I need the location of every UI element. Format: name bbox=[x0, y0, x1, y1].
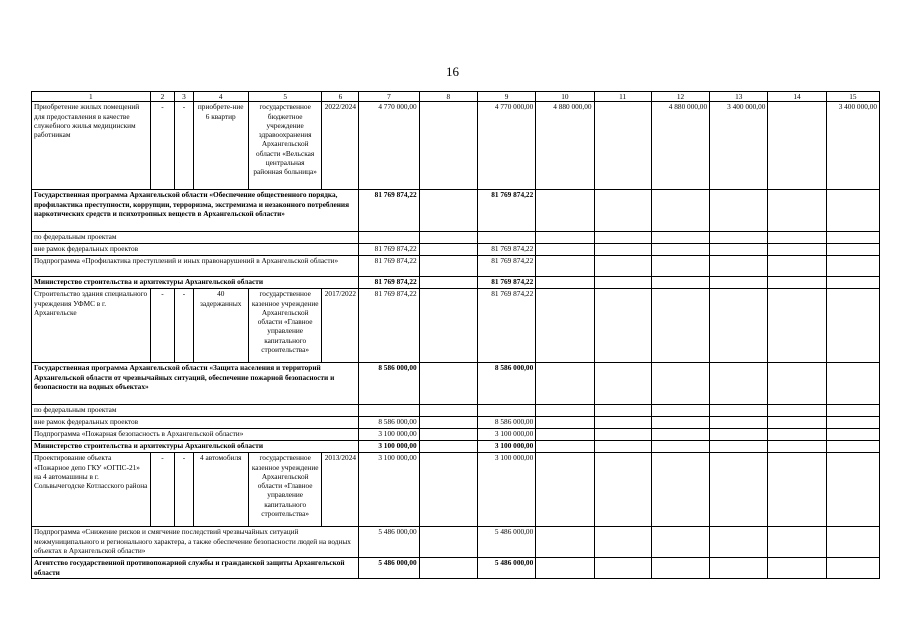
table-cell bbox=[594, 190, 651, 232]
table-cell: 3 400 000,00 bbox=[710, 102, 768, 190]
table-cell: 3 400 000,00 bbox=[826, 102, 879, 190]
table-cell: 8 586 000,00 bbox=[477, 363, 535, 405]
column-number-cell: 8 bbox=[419, 92, 477, 102]
table-cell: 3 100 000,00 bbox=[477, 453, 535, 527]
column-number-cell: 9 bbox=[477, 92, 535, 102]
project-row bbox=[32, 102, 880, 190]
table-cell bbox=[710, 363, 768, 405]
table-cell: - bbox=[150, 289, 175, 363]
table-cell: - bbox=[150, 453, 175, 527]
table-cell bbox=[419, 429, 477, 441]
table-row bbox=[32, 244, 880, 256]
table-row bbox=[32, 277, 880, 289]
row-label-cell: Агентство государственной противопожарной службы и гражданской защиты Архангельской области bbox=[32, 558, 359, 579]
table-cell bbox=[594, 256, 651, 277]
table-cell bbox=[826, 527, 879, 558]
table-cell: приобрете-ние 6 квартир bbox=[193, 102, 248, 190]
table-cell bbox=[536, 417, 594, 429]
project-row bbox=[32, 289, 880, 363]
table-cell bbox=[536, 289, 594, 363]
row-label-cell: Государственная программа Архангельской области «Защита населения и территорий Архангельской области от чрезвычайных ситуаций, обеспечение пожарной безопасности и безопасности на водных объектах» bbox=[32, 363, 359, 405]
table-cell bbox=[536, 453, 594, 527]
table-cell: 4 880 000,00 bbox=[536, 102, 594, 190]
table-cell bbox=[419, 256, 477, 277]
table-cell bbox=[594, 289, 651, 363]
table-row bbox=[32, 417, 880, 429]
table-cell bbox=[710, 453, 768, 527]
column-number-cell: 7 bbox=[359, 92, 419, 102]
table-cell bbox=[594, 429, 651, 441]
table-cell bbox=[651, 417, 709, 429]
table-cell bbox=[826, 277, 879, 289]
column-number-cell: 12 bbox=[651, 92, 709, 102]
table-cell bbox=[536, 190, 594, 232]
table-cell bbox=[419, 453, 477, 527]
table-cell bbox=[768, 558, 826, 579]
table-cell bbox=[651, 527, 709, 558]
column-number-cell: 11 bbox=[594, 92, 651, 102]
table-cell bbox=[536, 558, 594, 579]
table-cell bbox=[768, 453, 826, 527]
table-cell bbox=[710, 277, 768, 289]
table-cell bbox=[536, 363, 594, 405]
table-cell bbox=[594, 527, 651, 558]
table-cell: 2017/2022 bbox=[322, 289, 359, 363]
table-cell bbox=[594, 453, 651, 527]
table-cell: государственное казенное учреждение Архангельской области «Главное управление капитального строительства» bbox=[248, 289, 322, 363]
table-cell: 4 880 000,00 bbox=[651, 102, 709, 190]
column-number-cell: 5 bbox=[248, 92, 322, 102]
row-label-cell: по федеральным проектам bbox=[32, 232, 359, 244]
table-cell bbox=[477, 232, 535, 244]
row-label-cell: Подпрограмма «Пожарная безопасность в Архангельской области» bbox=[32, 429, 359, 441]
table-cell: государственное казенное учреждение Архангельской области «Главное управление капитального строительства» bbox=[248, 453, 322, 527]
table-cell bbox=[826, 256, 879, 277]
table-cell: 81 769 874,22 bbox=[477, 256, 535, 277]
table-cell bbox=[826, 441, 879, 453]
table-cell: 5 486 000,00 bbox=[359, 527, 419, 558]
table-cell bbox=[826, 417, 879, 429]
table-cell bbox=[651, 190, 709, 232]
table-cell bbox=[651, 363, 709, 405]
table-cell: 81 769 874,22 bbox=[477, 190, 535, 232]
table-cell: 81 769 874,22 bbox=[359, 256, 419, 277]
table-cell bbox=[710, 289, 768, 363]
table-cell bbox=[419, 441, 477, 453]
table-cell: 3 100 000,00 bbox=[477, 429, 535, 441]
table-cell bbox=[768, 256, 826, 277]
table-cell bbox=[826, 244, 879, 256]
table-cell: 40 задержанных bbox=[193, 289, 248, 363]
table-cell bbox=[710, 244, 768, 256]
column-number-cell: 14 bbox=[768, 92, 826, 102]
table-cell: 81 769 874,22 bbox=[359, 277, 419, 289]
table-cell bbox=[651, 558, 709, 579]
column-number-cell: 2 bbox=[150, 92, 175, 102]
table-cell bbox=[594, 232, 651, 244]
table-cell: 8 586 000,00 bbox=[359, 417, 419, 429]
table-cell bbox=[710, 417, 768, 429]
table-cell: 4 770 000,00 bbox=[359, 102, 419, 190]
column-number-cell: 4 bbox=[193, 92, 248, 102]
table-cell bbox=[710, 256, 768, 277]
table-cell bbox=[419, 190, 477, 232]
table-cell bbox=[419, 417, 477, 429]
table-cell bbox=[419, 363, 477, 405]
row-label-cell: Приобретение жилых помещений для предоставления в качестве служебного жилья медицинским работникам bbox=[32, 102, 151, 190]
table-cell bbox=[594, 244, 651, 256]
table-cell bbox=[826, 232, 879, 244]
table-body bbox=[32, 92, 880, 579]
table-cell bbox=[651, 289, 709, 363]
table-cell bbox=[419, 244, 477, 256]
row-label-cell: Подпрограмма «Снижение рисков и смягчение последствий чрезвычайных ситуаций межмуниципального и регионального характера, а также обеспечение безопасности людей на водных объектах в Архангельской области» bbox=[32, 527, 359, 558]
table-row bbox=[32, 527, 880, 558]
table-cell bbox=[651, 405, 709, 417]
row-label-cell: Министерство строительства и архитектуры Архангельской области bbox=[32, 441, 359, 453]
table-cell bbox=[651, 429, 709, 441]
table-cell: 2013/2024 bbox=[322, 453, 359, 527]
table-cell bbox=[536, 429, 594, 441]
table-cell bbox=[768, 429, 826, 441]
table-cell bbox=[710, 527, 768, 558]
column-number-row bbox=[32, 92, 880, 102]
table-cell bbox=[826, 453, 879, 527]
row-label-cell: вне рамок федеральных проектов bbox=[32, 417, 359, 429]
table-cell: 4 770 000,00 bbox=[477, 102, 535, 190]
table-cell bbox=[710, 558, 768, 579]
table-cell bbox=[768, 405, 826, 417]
table-cell: 8 586 000,00 bbox=[359, 363, 419, 405]
table-cell: 2022/2024 bbox=[322, 102, 359, 190]
table-cell bbox=[651, 244, 709, 256]
table-cell bbox=[594, 405, 651, 417]
table-cell bbox=[768, 102, 826, 190]
table-cell bbox=[768, 244, 826, 256]
table-cell bbox=[536, 244, 594, 256]
table-cell bbox=[768, 289, 826, 363]
table-cell bbox=[594, 277, 651, 289]
table-cell bbox=[651, 441, 709, 453]
table-row bbox=[32, 558, 880, 579]
row-label-cell: по федеральным проектам bbox=[32, 405, 359, 417]
table-cell bbox=[826, 558, 879, 579]
table-cell bbox=[419, 405, 477, 417]
table-cell bbox=[651, 277, 709, 289]
table-cell bbox=[768, 527, 826, 558]
table-cell: - bbox=[175, 289, 193, 363]
table-cell bbox=[594, 441, 651, 453]
table-cell: - bbox=[175, 102, 193, 190]
table-cell bbox=[419, 289, 477, 363]
row-label-cell: Министерство строительства и архитектуры Архангельской области bbox=[32, 277, 359, 289]
table-cell bbox=[536, 256, 594, 277]
table-cell: 5 486 000,00 bbox=[477, 558, 535, 579]
table-cell bbox=[594, 102, 651, 190]
column-number-cell: 6 bbox=[322, 92, 359, 102]
table-cell: 81 769 874,22 bbox=[477, 277, 535, 289]
table-cell: 3 100 000,00 bbox=[477, 441, 535, 453]
column-number-cell: 10 bbox=[536, 92, 594, 102]
table-cell bbox=[826, 429, 879, 441]
table-cell: государственное бюджетное учреждение здравоохранения Архангельской области «Вельская центральная районная больница» bbox=[248, 102, 322, 190]
table-row bbox=[32, 232, 880, 244]
table-cell: 81 769 874,22 bbox=[477, 244, 535, 256]
table-cell bbox=[710, 441, 768, 453]
table-cell bbox=[536, 441, 594, 453]
table-cell bbox=[419, 558, 477, 579]
table-cell bbox=[826, 405, 879, 417]
table-cell bbox=[710, 190, 768, 232]
table-cell bbox=[651, 256, 709, 277]
table-cell bbox=[710, 232, 768, 244]
table-cell bbox=[710, 405, 768, 417]
table-cell bbox=[536, 232, 594, 244]
table-cell bbox=[536, 277, 594, 289]
table-cell: 81 769 874,22 bbox=[359, 190, 419, 232]
table-cell: - bbox=[150, 102, 175, 190]
table-cell bbox=[477, 405, 535, 417]
column-number-cell: 1 bbox=[32, 92, 151, 102]
row-label-cell: Проектирование объекта «Пожарное депо ГКУ «ОГПС-21» на 4 автомашины в г. Сольвычегодске Котласского района bbox=[32, 453, 151, 527]
row-label-cell: Строительство здания специального учреждения УФМС в г. Архангельске bbox=[32, 289, 151, 363]
table-cell bbox=[826, 289, 879, 363]
table-cell: 5 486 000,00 bbox=[359, 558, 419, 579]
table-cell bbox=[536, 527, 594, 558]
project-row bbox=[32, 453, 880, 527]
table-cell bbox=[710, 429, 768, 441]
column-number-cell: 13 bbox=[710, 92, 768, 102]
table-cell bbox=[536, 405, 594, 417]
row-label-cell: Государственная программа Архангельской области «Обеспечение общественного порядка, профилактика преступности, коррупции, терроризма, экстремизма и незаконного потребления наркотических средств и психотропных веществ в Архангельской области» bbox=[32, 190, 359, 232]
table-cell bbox=[651, 453, 709, 527]
row-label-cell: Подпрограмма «Профилактика преступлений и иных правонарушений в Архангельской области» bbox=[32, 256, 359, 277]
row-label-cell: вне рамок федеральных проектов bbox=[32, 244, 359, 256]
table-cell bbox=[359, 232, 419, 244]
table-cell bbox=[768, 277, 826, 289]
table-cell: 5 486 000,00 bbox=[477, 527, 535, 558]
table-cell bbox=[768, 190, 826, 232]
table-cell bbox=[419, 277, 477, 289]
table-cell: 81 769 874,22 bbox=[359, 289, 419, 363]
table-cell bbox=[826, 190, 879, 232]
table-cell bbox=[651, 232, 709, 244]
table-cell bbox=[768, 441, 826, 453]
table-cell: 4 автомобиля bbox=[193, 453, 248, 527]
table-row bbox=[32, 405, 880, 417]
table-cell: - bbox=[175, 453, 193, 527]
table-row bbox=[32, 441, 880, 453]
table-cell: 3 100 000,00 bbox=[359, 453, 419, 527]
table-cell: 81 769 874,22 bbox=[477, 289, 535, 363]
table-cell bbox=[768, 417, 826, 429]
budget-table bbox=[31, 91, 880, 579]
table-cell bbox=[419, 527, 477, 558]
table-cell bbox=[359, 405, 419, 417]
table-cell bbox=[768, 363, 826, 405]
table-cell bbox=[768, 232, 826, 244]
table-row bbox=[32, 256, 880, 277]
column-number-cell: 3 bbox=[175, 92, 193, 102]
table-cell bbox=[826, 363, 879, 405]
table-cell: 81 769 874,22 bbox=[359, 244, 419, 256]
column-number-cell: 15 bbox=[826, 92, 879, 102]
page-number: 16 bbox=[446, 64, 459, 79]
table-cell: 3 100 000,00 bbox=[359, 429, 419, 441]
program-row bbox=[32, 363, 880, 405]
table-cell bbox=[594, 417, 651, 429]
table-row bbox=[32, 429, 880, 441]
program-row bbox=[32, 190, 880, 232]
table-cell: 3 100 000,00 bbox=[359, 441, 419, 453]
table-cell bbox=[419, 102, 477, 190]
table-cell: 8 586 000,00 bbox=[477, 417, 535, 429]
table-cell bbox=[419, 232, 477, 244]
table-cell bbox=[594, 363, 651, 405]
table-cell bbox=[594, 558, 651, 579]
